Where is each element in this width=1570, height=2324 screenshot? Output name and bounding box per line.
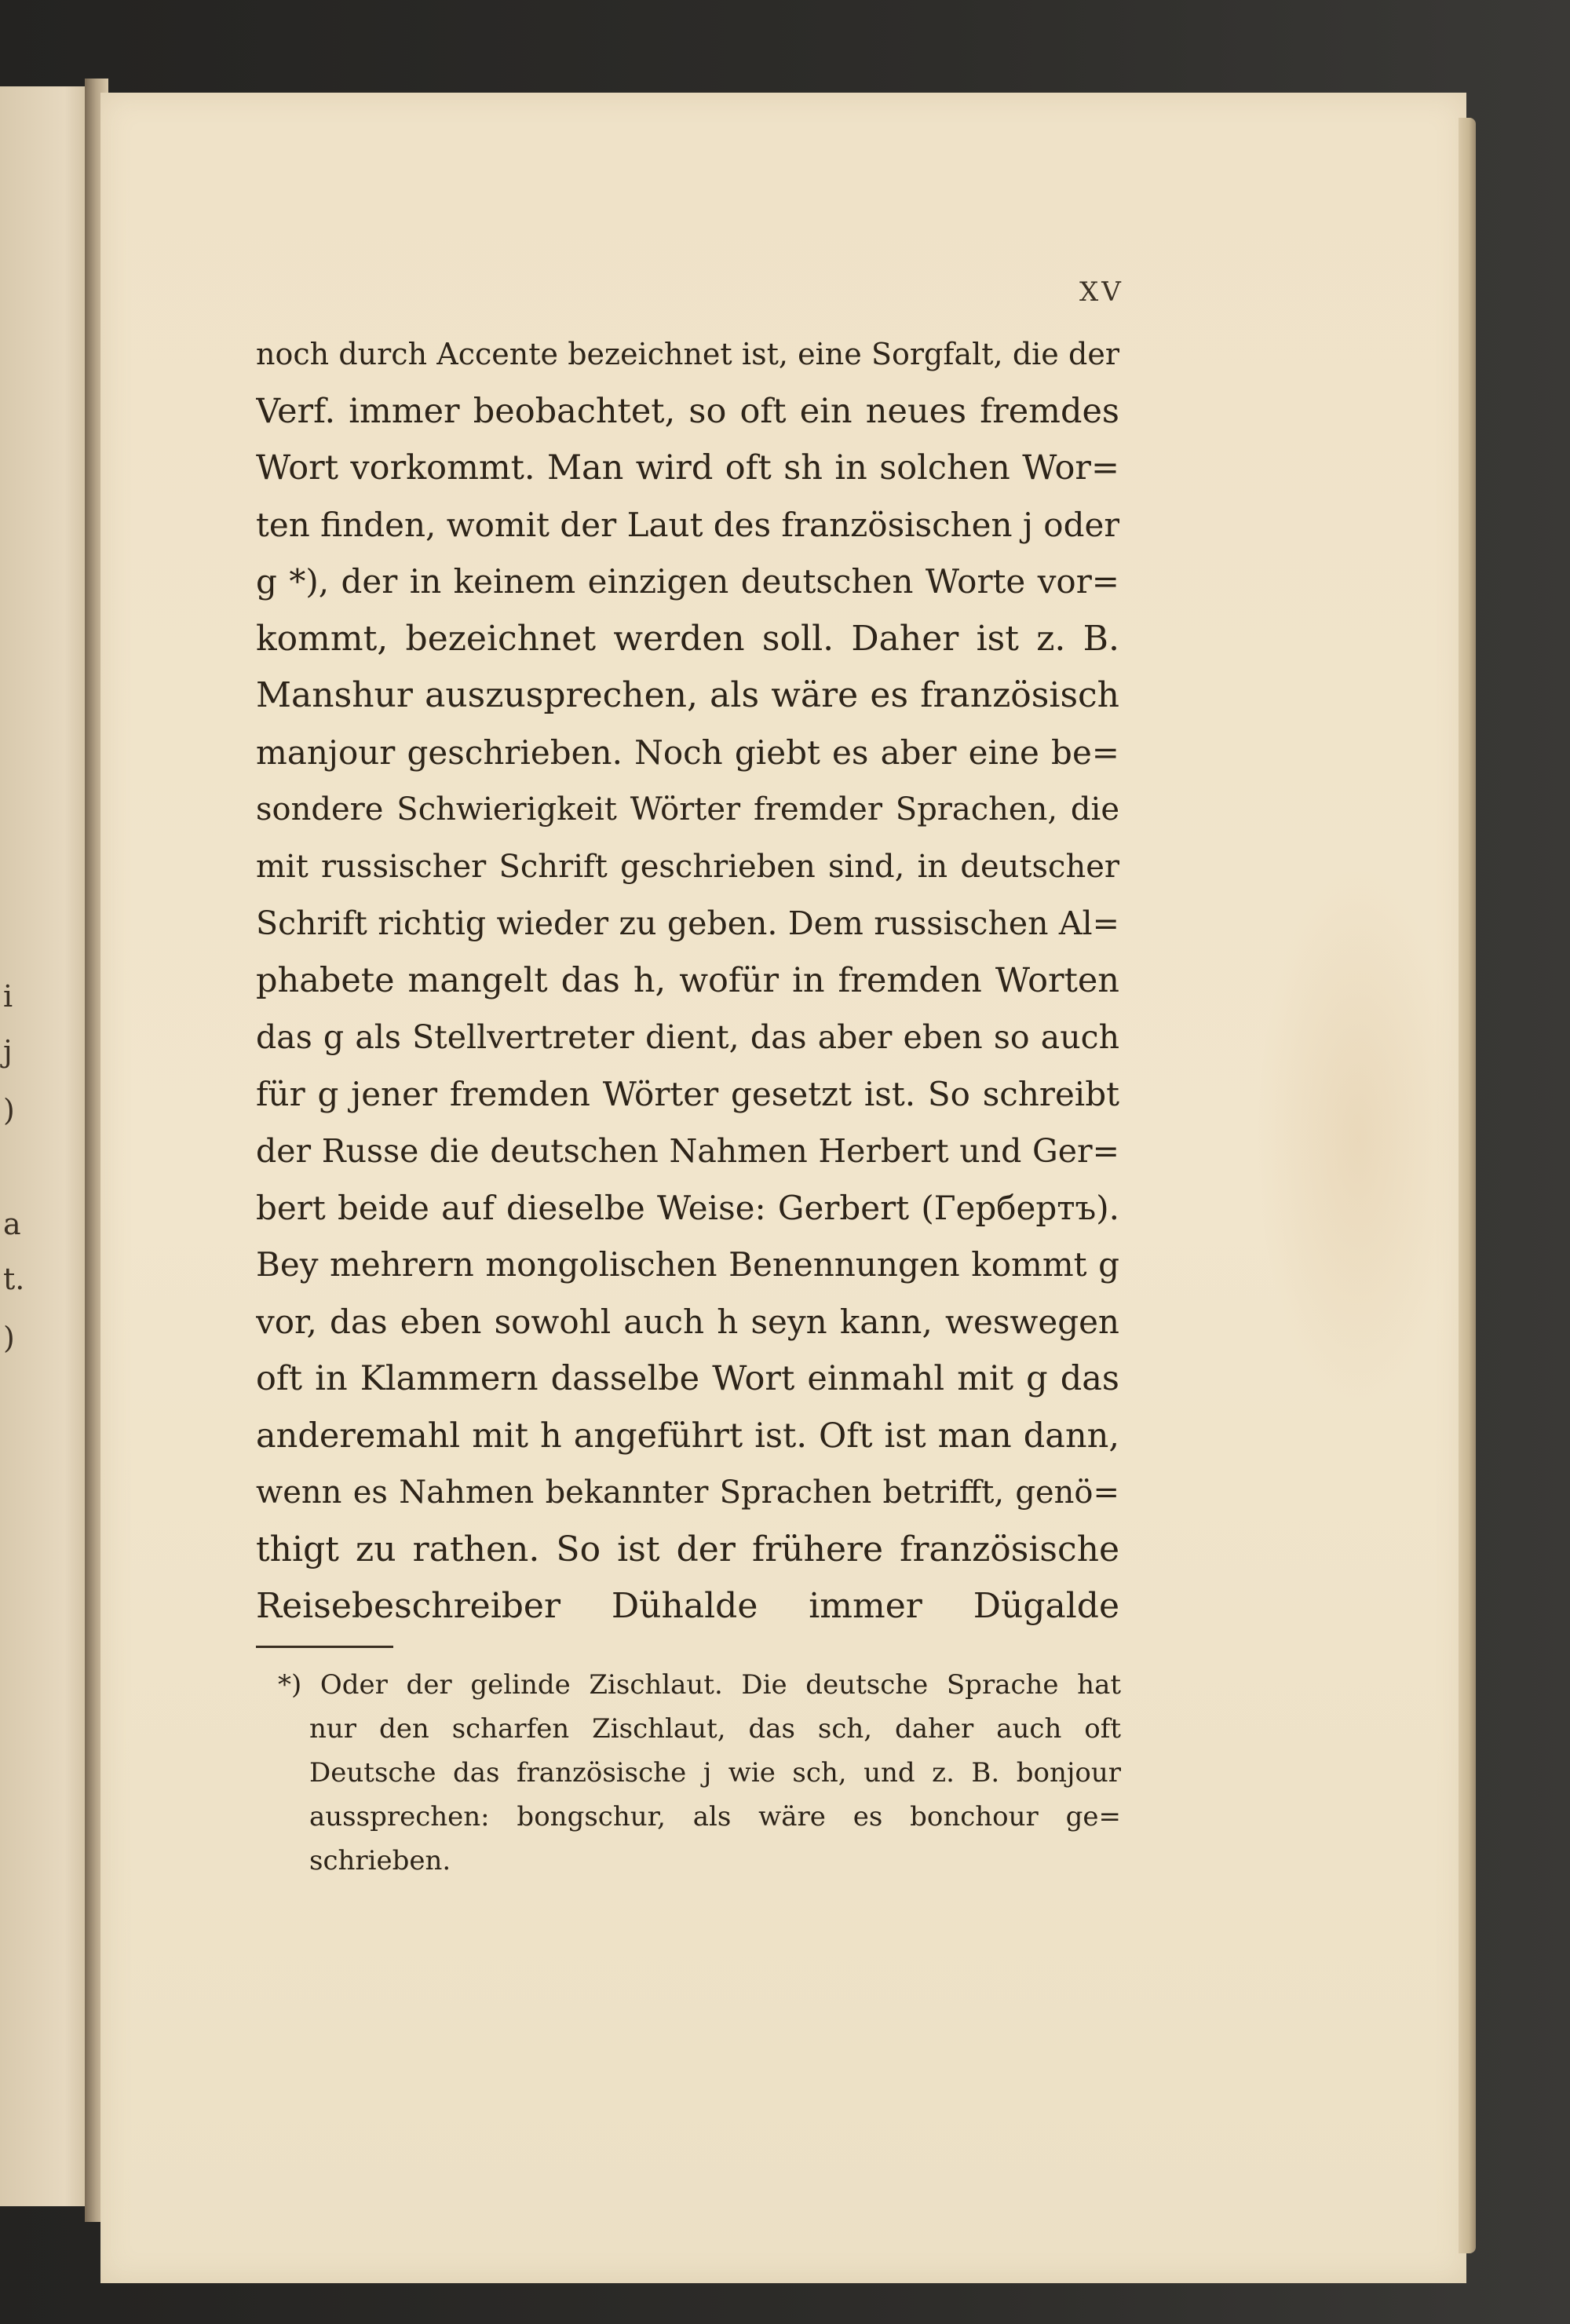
text-line: für g jener fremden Wörter gesetzt ist. So schreibt — [256, 1074, 1119, 1113]
text-line: Schrift richtig wieder zu geben. Dem russischen Al= — [256, 904, 1119, 942]
left-mark: a — [3, 1207, 21, 1241]
footnote-line: schrieben. — [309, 1845, 451, 1876]
left-mark: j — [3, 1034, 13, 1069]
text-line: manjour geschrieben. Noch giebt es aber eine be= — [256, 733, 1119, 772]
page-number: XV — [1079, 276, 1124, 308]
text-line: mit russischer Schrift geschrieben sind, in deutscher — [256, 848, 1119, 885]
footnote-rule — [256, 1646, 393, 1648]
text-line: oft in Klammern dasselbe Wort einmahl mit g das — [256, 1359, 1119, 1398]
text-line: noch durch Accente bezeichnet ist, eine Sorgfalt, die der — [256, 337, 1119, 371]
text-line: Manshur auszusprechen, als wäre es französisch — [256, 675, 1119, 715]
text-line: phabete mangelt das h, wofür in fremden Worten — [256, 960, 1119, 1000]
text-line: sondere Schwierigkeit Wörter fremder Sprachen, die — [256, 791, 1119, 828]
text-line: vor, das eben sowohl auch h seyn kann, weswegen — [256, 1302, 1119, 1341]
page-edge — [1459, 118, 1476, 2253]
left-mark: ) — [3, 1093, 15, 1127]
left-mark: t. — [3, 1262, 25, 1296]
body-text — [256, 326, 1119, 1635]
footnote-line: aussprechen: bongschur, als wäre es bonchour ge= — [309, 1801, 1121, 1833]
text-line: der Russe die deutschen Nahmen Herbert und Ger= — [256, 1132, 1119, 1170]
footnote-line: *) Oder der gelinde Zischlaut. Die deutsche Sprache hat — [278, 1669, 1121, 1701]
left-page-edge — [0, 86, 93, 2206]
text-line: g *), der in keinem einzigen deutschen Worte vor= — [256, 562, 1119, 601]
text-line: Reisebeschreiber Dühalde immer Dügalde — [256, 1586, 1119, 1626]
footnote-line: nur den scharfen Zischlaut, das sch, daher auch oft — [309, 1713, 1121, 1745]
footnote-line: Deutsche das französische j wie sch, und z. B. bonjour — [309, 1757, 1121, 1789]
text-line: bert beide auf dieselbe Weise: Gerbert (Гербертъ). — [256, 1188, 1119, 1227]
text-line: wenn es Nahmen bekannter Sprachen betrifft, genö= — [256, 1474, 1119, 1511]
text-line: Wort vorkommt. Man wird oft sh in solchen Wor= — [256, 448, 1119, 488]
text-line: Bey mehrern mongolischen Benennungen kommt g — [256, 1245, 1119, 1284]
text-line: kommt, bezeichnet werden soll. Daher ist z. B. — [256, 618, 1119, 659]
text-line: Verf. immer beobachtet, so oft ein neues fremdes — [256, 391, 1119, 431]
text-line: anderemahl mit h angeführt ist. Oft ist man dann, — [256, 1416, 1119, 1456]
left-mark: i — [3, 979, 13, 1014]
text-line: ten finden, womit der Laut des französischen j oder — [256, 505, 1119, 544]
left-mark: ) — [3, 1321, 15, 1355]
footnote — [278, 1663, 1121, 1883]
text-line: thigt zu rathen. So ist der frühere französische — [256, 1529, 1119, 1569]
text-line: das g als Stellvertreter dient, das aber eben so auch — [256, 1018, 1119, 1056]
paper-stain — [1256, 864, 1460, 1413]
